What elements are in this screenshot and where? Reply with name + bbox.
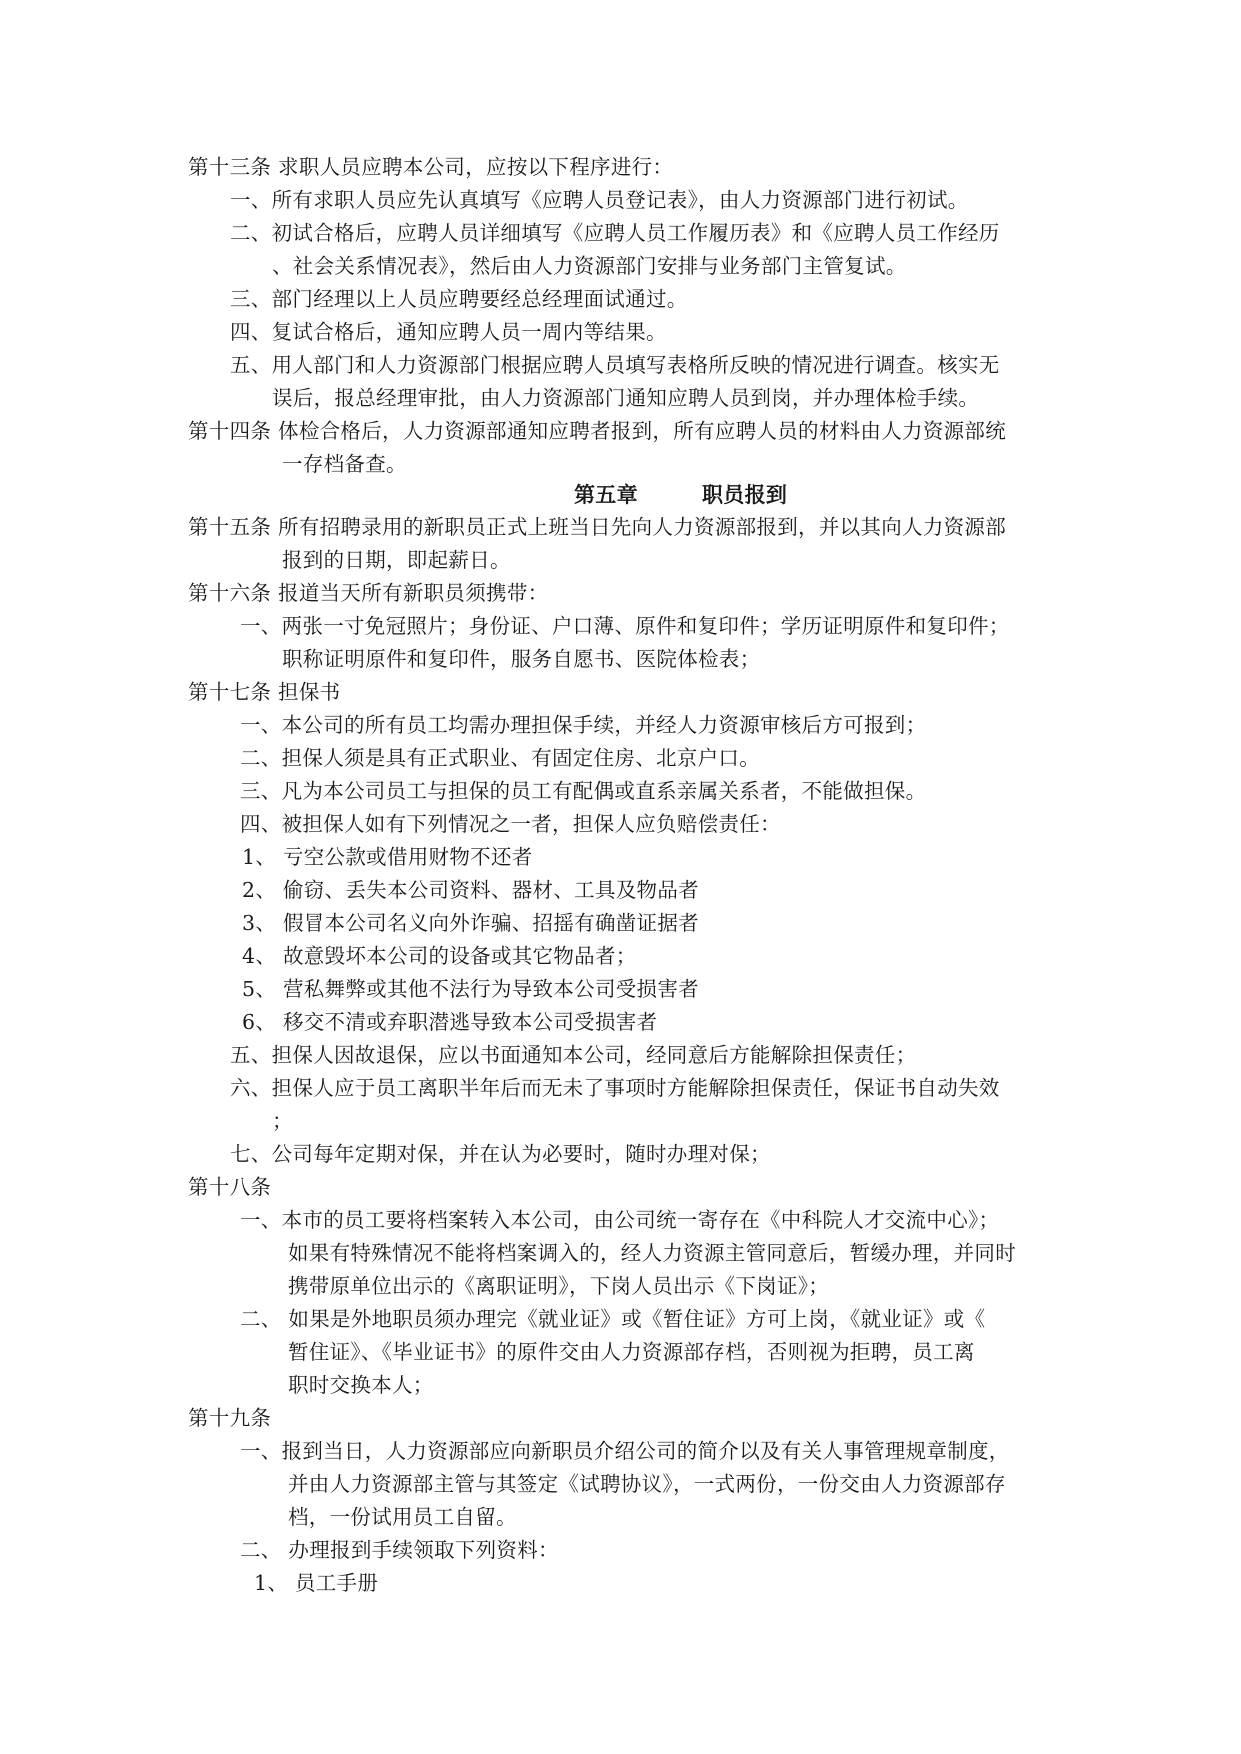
- list-item: 三、部门经理以上人员应聘要经总经理面试通过。: [230, 287, 688, 311]
- numbered-item: 5、 营私舞弊或其他不法行为导致本公司受损害者: [242, 977, 699, 1001]
- list-item: 六、担保人应于员工离职半年后而无未了事项时方能解除担保责任，保证书自动失效: [230, 1076, 1000, 1100]
- list-item: 一、本市的员工要将档案转入本公司，由公司统一寄存在《中科院人才交流中心》；: [240, 1208, 1000, 1232]
- numbered-item: 6、 移交不清或弃职潜逃导致本公司受损害者: [242, 1010, 658, 1034]
- list-item-continuation: 档，一份试用员工自留。: [288, 1505, 517, 1529]
- list-item-continuation: 暂住证》、《毕业证书》的原件交由人力资源部存档，否则视为拒聘，员工离: [288, 1340, 975, 1364]
- article-19-title: 第十九条: [188, 1406, 272, 1430]
- list-item: 四、被担保人如有下列情况之一者，担保人应负赔偿责任：: [240, 812, 781, 836]
- list-item-continuation: 如果有特殊情况不能将档案调入的，经人力资源主管同意后，暂缓办理，并同时: [288, 1241, 1016, 1265]
- list-item: 七、公司每年定期对保，并在认为必要时，随时办理对保；: [230, 1142, 771, 1166]
- article-continuation: 一存档备查。: [282, 452, 407, 476]
- list-item: 一、两张一寸免冠照片；身份证、户口薄、原件和复印件；学历证明原件和复印件；: [240, 614, 1010, 638]
- list-item: 一、所有求职人员应先认真填写《应聘人员登记表》，由人力资源部门进行初试。: [230, 188, 969, 212]
- article-16-title: 第十六条 报道当天所有新职员须携带：: [188, 581, 549, 605]
- list-item-continuation: ；: [272, 1109, 293, 1133]
- list-item-continuation: 职时交换本人；: [288, 1373, 434, 1397]
- list-item: 三、凡为本公司员工与担保的员工有配偶或直系亲属关系者，不能做担保。: [240, 779, 927, 803]
- list-item: 五、担保人因故退保，应以书面通知本公司，经同意后方能解除担保责任；: [230, 1043, 917, 1067]
- list-item: 五、用人部门和人力资源部门根据应聘人员填写表格所反映的情况进行调查。核实无: [230, 353, 1000, 377]
- numbered-item: 2、 偷窃、丢失本公司资料、器材、工具及物品者: [242, 878, 699, 902]
- article-14-title: 第十四条 体检合格后，人力资源部通知应聘者报到，所有应聘人员的材料由人力资源部统: [188, 419, 1007, 443]
- list-item: 二、 办理报到手续领取下列资料：: [240, 1538, 559, 1562]
- list-item-continuation: 、社会关系情况表》，然后由人力资源部门安排与业务部门主管复试。: [272, 254, 907, 278]
- numbered-item: 1、 员工手册: [254, 1571, 379, 1595]
- numbered-item: 4、 故意毁坏本公司的设备或其它物品者；: [242, 944, 637, 968]
- list-item-continuation: 携带原单位出示的《离职证明》，下岗人员出示《下岗证》；: [288, 1274, 830, 1298]
- article-13-title: 第十三条 求职人员应聘本公司，应按以下程序进行：: [188, 155, 674, 179]
- numbered-item: 3、 假冒本公司名义向外诈骗、招摇有确凿证据者: [242, 911, 699, 935]
- list-item: 二、担保人须是具有正式职业、有固定住房、北京户口。: [240, 746, 760, 770]
- list-item: 一、本公司的所有员工均需办理担保手续，并经人力资源审核后方可报到；: [240, 713, 927, 737]
- chapter-number: 第五章: [574, 482, 638, 507]
- list-item-continuation: 职称证明原件和复印件，服务自愿书、医院体检表；: [282, 647, 761, 671]
- list-item-continuation: 并由人力资源部主管与其签定《试聘协议》，一式两份，一份交由人力资源部存: [288, 1472, 1006, 1496]
- list-item: 一、报到当日，人力资源部应向新职员介绍公司的简介以及有关人事管理规章制度，: [240, 1439, 1010, 1463]
- list-item: 二、初试合格后，应聘人员详细填写《应聘人员工作履历表》和《应聘人员工作经历: [230, 221, 1000, 245]
- list-item: 二、 如果是外地职员须办理完《就业证》或《暂住证》方可上岗，《就业证》或《: [240, 1307, 986, 1331]
- article-15-title: 第十五条 所有招聘录用的新职员正式上班当日先向人力资源部报到，并以其向人力资源部: [188, 515, 1007, 539]
- numbered-item: 1、 亏空公款或借用财物不还者: [242, 845, 533, 869]
- chapter-title: 职员报到: [702, 482, 788, 507]
- list-item-continuation: 误后，报总经理审批，由人力资源部门通知应聘人员到岗，并办理体检手续。: [272, 386, 980, 410]
- article-18-title: 第十八条: [188, 1175, 272, 1199]
- article-17-title: 第十七条 担保书: [188, 680, 341, 704]
- list-item: 四、复试合格后，通知应聘人员一周内等结果。: [230, 320, 667, 344]
- article-continuation: 报到的日期，即起薪日。: [282, 548, 511, 572]
